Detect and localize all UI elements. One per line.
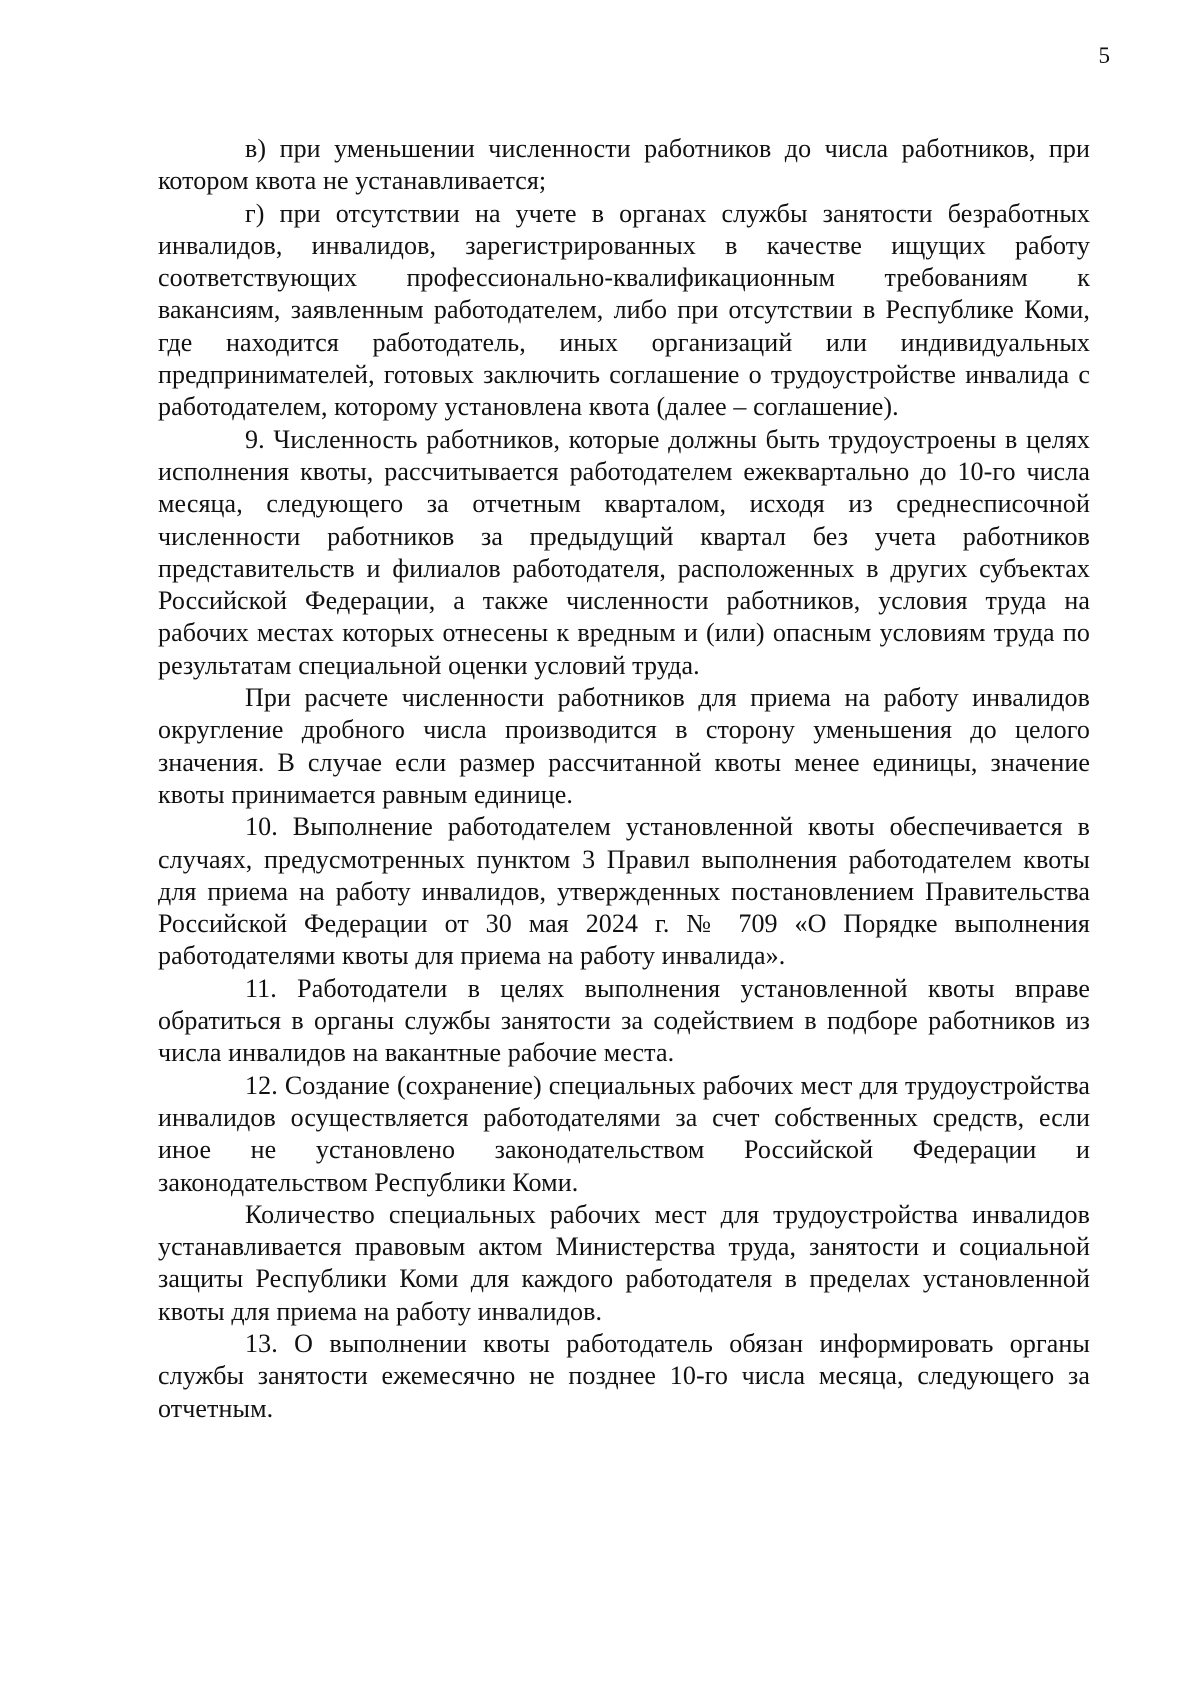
paragraph-item-12: 12. Создание (сохранение) специальных рабочих мест для трудоустройства инвалидов осуществляется работодателями за счет собственных средств, если иное не установлено законодательством Российской Федерации и законодательством Республики Коми. <box>158 1070 1090 1197</box>
paragraph-item-9: 9. Численность работников, которые должны быть трудоустроены в целях исполнения квоты, рассчитывается работодателем ежеквартально до 10-го числа месяца, следующего за отчетным кварталом, исходя из среднесписочной численности работников за предыдущий квартал без учета работников представительств и филиалов работодателя, расположенных в других субъектах Российской Федерации, а также численности работников, условия труда на рабочих местах которых отнесены к вредным и (или) опасным условиям труда по результатам специальной оценки условий труда. <box>158 424 1090 680</box>
paragraph-quota-subpoint-g: г) при отсутствии на учете в органах службы занятости безработных инвалидов, инвалидов, зарегистрированных в качестве ищущих работу соответствующих профессионально-квалификационным требованиям к вакансиям, заявленным работодателем, либо при отсутствии в Республике Коми, где находится работодатель, иных организаций или индивидуальных предпринимателей, готовых заключить соглашение о трудоустройстве инвалида с работодателем, которому установлена квота (далее – соглашение). <box>158 198 1090 422</box>
paragraph-special-workplaces-count: Количество специальных рабочих мест для трудоустройства инвалидов устанавливается правовым актом Министерства труда, занятости и социальной защиты Республики Коми для каждого работодателя в пределах установленной квоты для приема на работу инвалидов. <box>158 1199 1090 1326</box>
document-body <box>158 133 1090 1425</box>
paragraph-item-11: 11. Работодатели в целях выполнения установленной квоты вправе обратиться в органы службы занятости за содействием в подборе работников из числа инвалидов на вакантные рабочие места. <box>158 973 1090 1068</box>
paragraph-rounding-rule: При расчете численности работников для приема на работу инвалидов округление дробного числа производится в сторону уменьшения до целого значения. В случае если размер рассчитанной квоты менее единицы, значение квоты принимается равным единице. <box>158 683 1090 809</box>
page-number: 5 <box>1098 43 1110 68</box>
paragraph-item-13: 13. О выполнении квоты работодатель обязан информировать органы службы занятости ежемесячно не позднее 10-го числа месяца, следующего за отчетным. <box>158 1328 1090 1423</box>
paragraph-quota-subpoint-v: в) при уменьшении численности работников до числа работников, при котором квота не устанавливается; <box>158 134 1090 196</box>
paragraph-item-10: 10. Выполнение работодателем установленной квоты обеспечивается в случаях, предусмотренных пунктом 3 Правил выполнения работодателем квоты для приема на работу инвалидов, утвержденных постановлением Правительства Российской Федерации от 30 мая 2024 г. № 709 «О Порядке выполнения работодателями квоты для приема на работу инвалида». <box>158 812 1090 971</box>
